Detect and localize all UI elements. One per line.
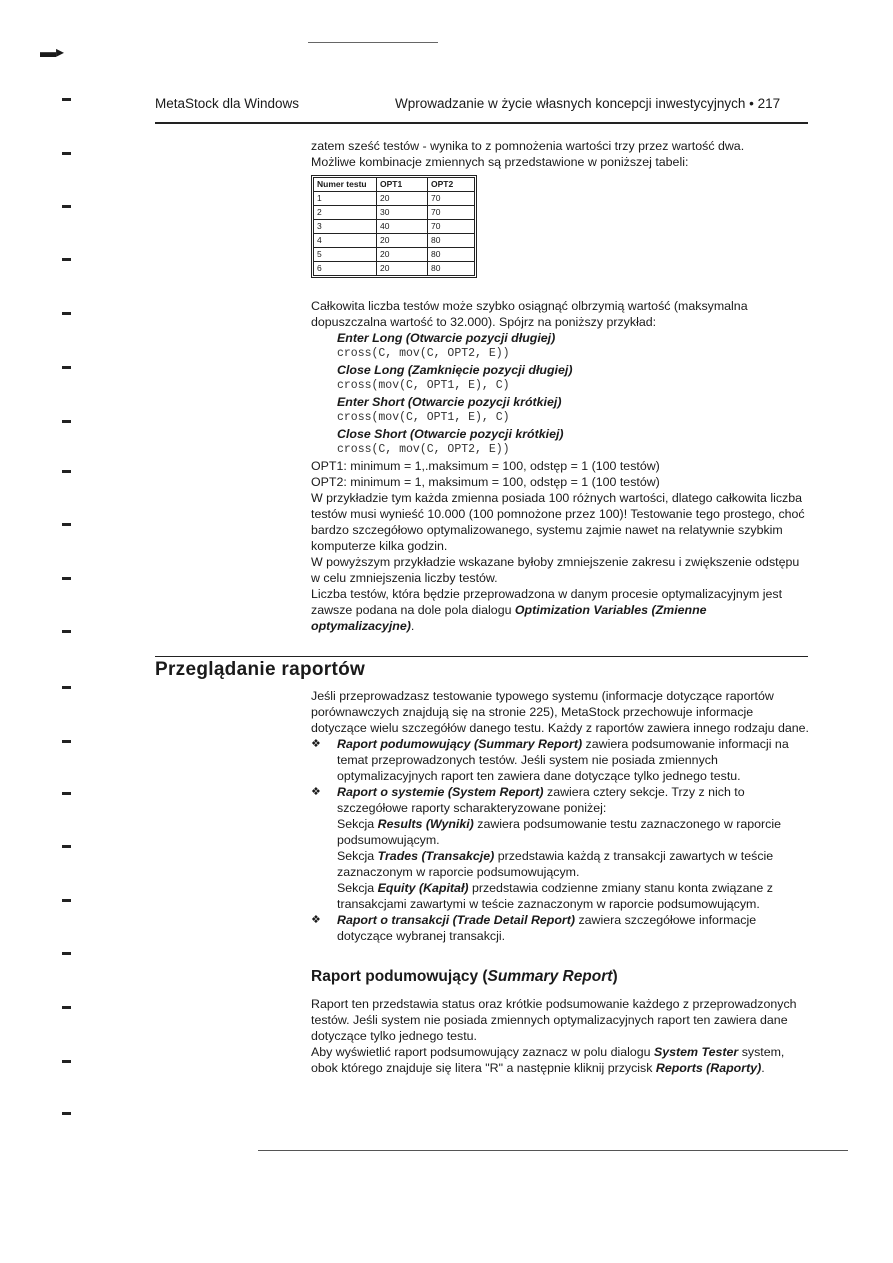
example-paragraph (311, 586, 811, 634)
margin-mark (62, 952, 71, 955)
text-span: przedstawia każdą z transakcji zawartych w teście zaznaczonym w raporcie podsumowującym. (337, 849, 774, 879)
opt2-line: OPT2: minimum = 1, maksimum = 100, odstęp = 1 (100 testów) (311, 475, 660, 489)
text-span: zawiera podsumowanie testu zaznaczonego w raporcie podsumowującym. (337, 817, 781, 847)
text-span: Sekcja (337, 849, 378, 863)
list-item (311, 912, 811, 944)
close-long-label: Close Long (Zamknięcie pozycji długiej) (337, 363, 573, 377)
intro-paragraph (311, 138, 811, 170)
table-header-row (314, 178, 475, 192)
example-block (311, 298, 811, 634)
subsection-paragraph (311, 1044, 811, 1076)
sub-section-item (311, 816, 811, 848)
table-cell: 1 (314, 192, 377, 206)
subsection-paragraph: Raport ten przedstawia status oraz krótkie podsumowanie każdego z przeprowadzonych testów. Jeśli system nie posiada zmiennych optymalizacyjnych raport ten zawiera dane dotyczące tylko jednego testu. (311, 997, 797, 1043)
section-rule (155, 656, 808, 657)
enter-long-code: cross(C, mov(C, OPT2, E)) (337, 347, 510, 360)
top-rule (308, 42, 438, 43)
text-span: Raport podumowujący ( (311, 968, 488, 985)
intro-line: zatem sześć testów - wynika to z pomnożenia wartości trzy przez wartość dwa. (311, 139, 745, 153)
table-row (314, 192, 475, 206)
intro-line: Możliwe kombinacje zmiennych są przedstawione w poniższej tabeli: (311, 155, 689, 169)
text-span: . (761, 1061, 765, 1075)
table-row (314, 262, 475, 276)
sub-section-item (311, 880, 811, 912)
corner-mark: ▬▸ (40, 44, 65, 61)
margin-mark (62, 845, 71, 848)
text-span: . (410, 619, 415, 633)
table-cell: 5 (314, 248, 377, 262)
section-name: Results (Wyniki) (377, 817, 474, 831)
dialog-name: Optimization Variables (Zmienne optymalizacyjne) (311, 603, 707, 633)
margin-mark (62, 792, 71, 795)
example-lead: Całkowita liczba testów może szybko osiągnąć olbrzymią wartość (maksymalna dopuszczalna wartość to 32.000). Spójrz na poniższy przykład: (311, 299, 748, 329)
enter-long-label: Enter Long (Otwarcie pozycji długiej) (337, 331, 556, 345)
table-row (314, 220, 475, 234)
table-cell: 70 (428, 206, 475, 220)
margin-mark (62, 630, 71, 633)
text-span: Liczba testów, która będzie przeprowadzona w danym procesie optymalizacyjnym jest zawsze podana na dole pola dialogu (311, 587, 783, 617)
section-body (311, 688, 811, 944)
enter-short-label: Enter Short (Otwarcie pozycji krótkiej) (337, 395, 562, 409)
table-cell: 40 (377, 220, 428, 234)
margin-mark (62, 152, 71, 155)
text-span: Sekcja (337, 817, 378, 831)
table-cell: 20 (377, 262, 428, 276)
text-span: ) (612, 968, 618, 985)
table-cell: 4 (314, 234, 377, 248)
running-header-right: Wprowadzanie w życie własnych koncepcji inwestycyjnych • 217 (395, 96, 781, 111)
subsection-body (311, 996, 811, 1076)
text-span: Summary Report (487, 968, 613, 985)
section-name: Trades (Transakcje) (377, 849, 495, 863)
text-span: system, obok którego znajduje się litera "R" a następnie kliknij przycisk (311, 1045, 785, 1075)
opt1-line: OPT1: minimum = 1,.maksimum = 100, odstęp = 1 (100 testów) (311, 459, 660, 473)
table-row (314, 248, 475, 262)
margin-mark (62, 686, 71, 689)
margin-mark (62, 420, 71, 423)
example-paragraph: W powyższym przykładzie wskazane byłoby zmniejszenie zakresu i zwiększenie odstępu w celu zmniejszenia liczby testów. (311, 555, 800, 585)
section-title: Przeglądanie raportów (155, 659, 366, 680)
margin-mark (62, 98, 71, 101)
diamond-bullet-icon: ❖ (311, 786, 321, 798)
running-header-left: MetaStock dla Windows (155, 96, 300, 111)
table-row (314, 234, 475, 248)
margin-mark (62, 312, 71, 315)
text-span: zawiera szczegółowe informacje dotyczące wybranej transakcji. (337, 913, 757, 943)
table-header: OPT2 (428, 178, 475, 192)
table-cell: 6 (314, 262, 377, 276)
margin-mark (62, 577, 71, 580)
table-cell: 80 (428, 262, 475, 276)
table-cell: 80 (428, 248, 475, 262)
table-cell: 2 (314, 206, 377, 220)
margin-mark (62, 899, 71, 902)
margin-mark (62, 470, 71, 473)
text-span: zawiera cztery sekcje. Trzy z nich to szczegółowe raporty scharakteryzowane poniżej: (337, 785, 745, 815)
table-cell: 20 (377, 248, 428, 262)
header-rule (155, 122, 808, 124)
footer-rule (258, 1150, 848, 1151)
table-row (314, 206, 475, 220)
table-header: OPT1 (377, 178, 428, 192)
table-cell: 80 (428, 234, 475, 248)
list-item (311, 736, 811, 784)
diamond-bullet-icon: ❖ (311, 914, 321, 926)
list-item (311, 784, 811, 816)
optimization-table (311, 175, 477, 278)
section-name: Equity (Kapitał) (377, 881, 469, 895)
section-intro: Jeśli przeprowadzasz testowanie typowego systemu (informacje dotyczące raportów porównawczych znajdują się na stronie 225), MetaStock przechowuje informacje dotyczące wielu szczegółów danego testu. Każdy z raportów zawiera innego rodzaju dane. (311, 689, 809, 735)
text-span: przedstawia codzienne zmiany stanu konta związane z transakcjami zawartymi w teście zaznaczonym w raporcie podsumowującym. (337, 881, 773, 911)
table-cell: 20 (377, 234, 428, 248)
text-span: Aby wyświetlić raport podsumowujący zaznacz w polu dialogu (311, 1045, 654, 1059)
enter-short-code: cross(mov(C, OPT1, E), C) (337, 411, 510, 424)
button-name: Reports (Raporty) (655, 1061, 762, 1075)
margin-mark (62, 1006, 71, 1009)
report-name: Raport podumowujący (Summary Report) (337, 737, 583, 751)
example-paragraph: W przykładzie tym każda zmienna posiada 100 różnych wartości, dlatego całkowita liczba testów musi wynieść 10.000 (100 pomnożone przez 100)! Testowanie tego prostego, choć bardzo szczegółowo optymalizowanego, systemu zajmie nawet na relatywnie szybkim komputerze kilka godzin. (311, 491, 805, 553)
report-name: Raport o systemie (System Report) (337, 785, 544, 799)
subsection-title (311, 968, 618, 986)
text-span: Sekcja (337, 881, 378, 895)
close-short-label: Close Short (Otwarcie pozycji krótkiej) (337, 427, 564, 441)
margin-mark (62, 1060, 71, 1063)
margin-mark (62, 740, 71, 743)
table-header: Numer testu (314, 178, 377, 192)
margin-mark (62, 258, 71, 261)
sub-section-item (311, 848, 811, 880)
table-cell: 3 (314, 220, 377, 234)
margin-mark (62, 205, 71, 208)
margin-mark (62, 1112, 71, 1115)
close-long-code: cross(mov(C, OPT1, E), C) (337, 379, 510, 392)
table-cell: 30 (377, 206, 428, 220)
dialog-name: System Tester (653, 1045, 739, 1059)
diamond-bullet-icon: ❖ (311, 738, 321, 750)
margin-mark (62, 523, 71, 526)
table-cell: 70 (428, 220, 475, 234)
table-cell: 20 (377, 192, 428, 206)
text-span: zawiera podsumowanie informacji na temat przeprowadzonych testów. Jeśli system nie posiada zmiennych optymalizacyjnych raport ten zawiera dane dotyczące tylko jednego testu. (337, 737, 789, 783)
report-name: Raport o transakcji (Trade Detail Report) (337, 913, 575, 927)
table-cell: 70 (428, 192, 475, 206)
margin-mark (62, 366, 71, 369)
close-short-code: cross(C, mov(C, OPT2, E)) (337, 443, 510, 456)
